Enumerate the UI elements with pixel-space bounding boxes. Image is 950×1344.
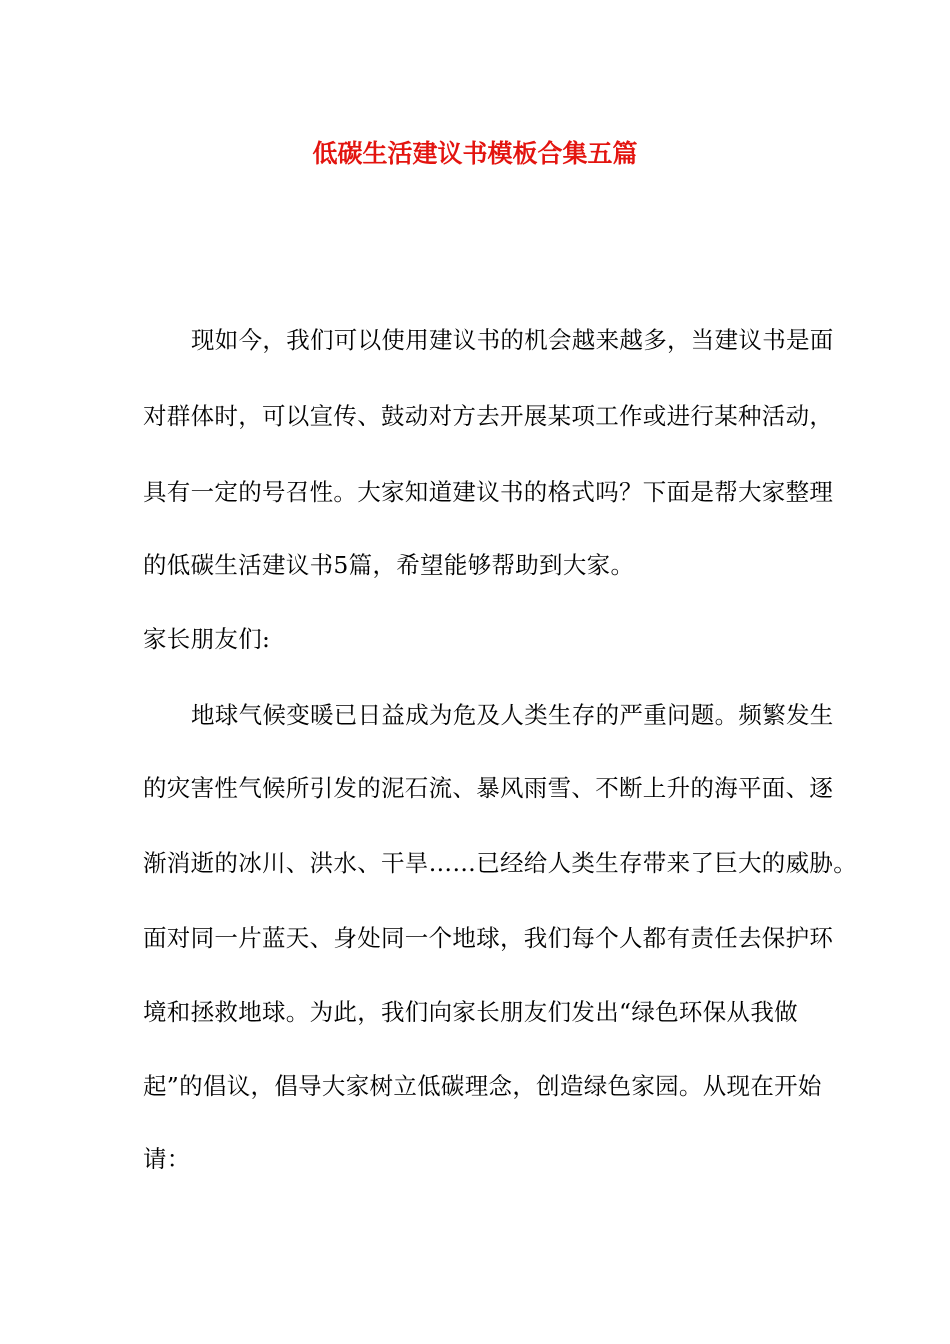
- salutation: 家长朋友们:: [143, 625, 271, 653]
- paragraph-line: 现如今，我们可以使用建议书的机会越来越多，当建议书是面: [191, 326, 834, 354]
- paragraph-line: 的低碳生活建议书5篇，希望能够帮助到大家。: [143, 551, 635, 579]
- paragraph-line: 渐消逝的冰川、洪水、干旱……已经给人类生存带来了巨大的威胁。: [143, 849, 857, 877]
- paragraph-line: 境和拯救地球。为此，我们向家长朋友们发出“绿色环保从我做: [143, 998, 798, 1026]
- paragraph-line: 请：: [143, 1145, 191, 1173]
- paragraph-line: 面对同一片蓝天、身处同一个地球，我们每个人都有责任去保护环: [143, 924, 834, 952]
- paragraph-line: 具有一定的号召性。大家知道建议书的格式吗？下面是帮大家整理: [143, 478, 834, 506]
- paragraph-line: 地球气候变暖已日益成为危及人类生存的严重问题。频繁发生: [191, 701, 834, 729]
- paragraph-line: 起”的倡议，倡导大家树立低碳理念，创造绿色家园。从现在开始: [143, 1072, 822, 1100]
- paragraph-line: 的灾害性气候所引发的泥石流、暴风雨雪、不断上升的海平面、逐: [143, 774, 834, 802]
- document-title: 低碳生活建议书模板合集五篇: [312, 139, 638, 168]
- paragraph-line: 对群体时，可以宣传、鼓动对方去开展某项工作或进行某种活动，: [143, 402, 834, 430]
